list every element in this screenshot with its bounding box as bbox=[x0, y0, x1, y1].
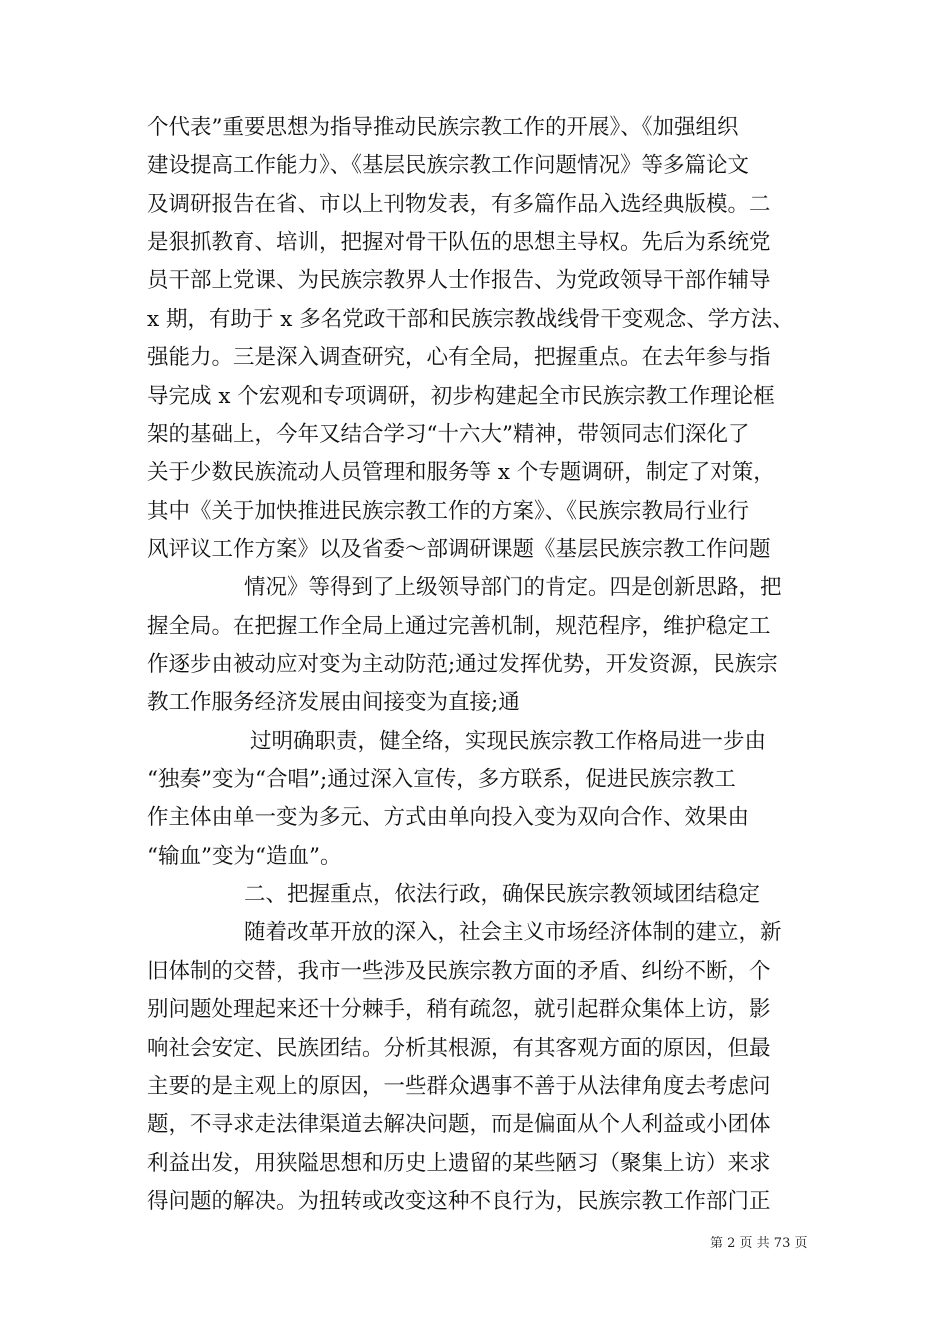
page-number: 第 2 页 共 73 页 bbox=[710, 1236, 808, 1251]
text-line-5: 员干部上党课、为民族宗教界人士作报告、为党政领导干部作辅导 bbox=[147, 268, 771, 293]
text-line-25: 响社会安定、民族团结。分析其根源，有其客观方面的原因，但最 bbox=[147, 1036, 771, 1061]
text-line-26: 主要的是主观上的原因，一些群众遇事不善于从法律角度去考虑问 bbox=[147, 1074, 771, 1099]
text-line-16: 教工作服务经济发展由间接变为直接;通 bbox=[147, 690, 520, 715]
text-line-3: 及调研报告在省、市以上刊物发表，有多篇作品入选经典版模。二 bbox=[147, 192, 771, 217]
text-line-1: 个代表”重要思想为指导推动民族宗教工作的开展》、《加强组织 bbox=[147, 115, 739, 140]
text-line-7: 强能力。三是深入调查研究，心有全局，把握重点。在去年参与指 bbox=[147, 345, 771, 370]
text-line-29: 得问题的解决。为扭转或改变这种不良行为，民族宗教工作部门正 bbox=[147, 1189, 771, 1214]
text-line-2: 建设提高工作能力》、《基层民族宗教工作问题情况》等多篇论文 bbox=[147, 153, 750, 178]
text-line-28: 利益出发，用狭隘思想和历史上遗留的某些陋习（聚集上访）来求 bbox=[147, 1151, 771, 1176]
text-line-11: 其中《关于加快推进民族宗教工作的方案》、《民族宗教局行业行 bbox=[147, 499, 750, 524]
text-line-13: 情况》等得到了上级领导部门的肯定。四是创新思路，把 bbox=[244, 575, 782, 600]
text-line-8: 导完成 x 个宏观和专项调研，初步构建起全市民族宗教工作理论框 bbox=[147, 384, 775, 409]
text-line-4: 是狠抓教育、培训，把握对骨干队伍的思想主导权。先后为系统党 bbox=[147, 230, 771, 255]
text-line-12: 风评议工作方案》以及省委～部调研课题《基层民族宗教工作问题 bbox=[147, 537, 771, 562]
text-line-20: “输血”变为“造血”。 bbox=[147, 844, 342, 869]
text-line-14: 握全局。在把握工作全局上通过完善机制，规范程序，维护稳定工 bbox=[147, 614, 771, 639]
text-line-6: x 期，有助于 x 多名党政干部和民族宗教战线骨干变观念、学方法、 bbox=[147, 307, 794, 332]
text-line-23: 旧体制的交替，我市一些涉及民族宗教方面的矛盾、纠纷不断，个 bbox=[147, 959, 771, 984]
text-line-24: 别问题处理起来还十分棘手，稍有疏忽，就引起群众集体上访，影 bbox=[147, 997, 771, 1022]
text-line-17: 过明确职责，健全络，实现民族宗教工作格局进一步由 bbox=[250, 729, 767, 754]
text-line-22: 随着改革开放的深入，社会主义市场经济体制的建立，新 bbox=[244, 920, 782, 945]
text-line-10: 关于少数民族流动人员管理和服务等 x 个专题调研，制定了对策， bbox=[147, 460, 775, 485]
text-line-27: 题，不寻求走法律渠道去解决问题，而是偏面从个人利益或小团体 bbox=[147, 1112, 771, 1137]
text-line-9: 架的基础上，今年又结合学习“十六大”精神，带领同志们深化了 bbox=[147, 422, 750, 447]
text-line-15: 作逐步由被动应对变为主动防范;通过发挥优势，开发资源，民族宗 bbox=[147, 652, 778, 677]
text-line-19: 作主体由单一变为多元、方式由单向投入变为双向合作、效果由 bbox=[147, 805, 750, 830]
section-heading: 二、把握重点，依法行政，确保民族宗教领域团结稳定 bbox=[244, 882, 761, 907]
text-line-18: “独奏”变为“合唱”;通过深入宣传，多方联系，促进民族宗教工 bbox=[147, 767, 736, 792]
